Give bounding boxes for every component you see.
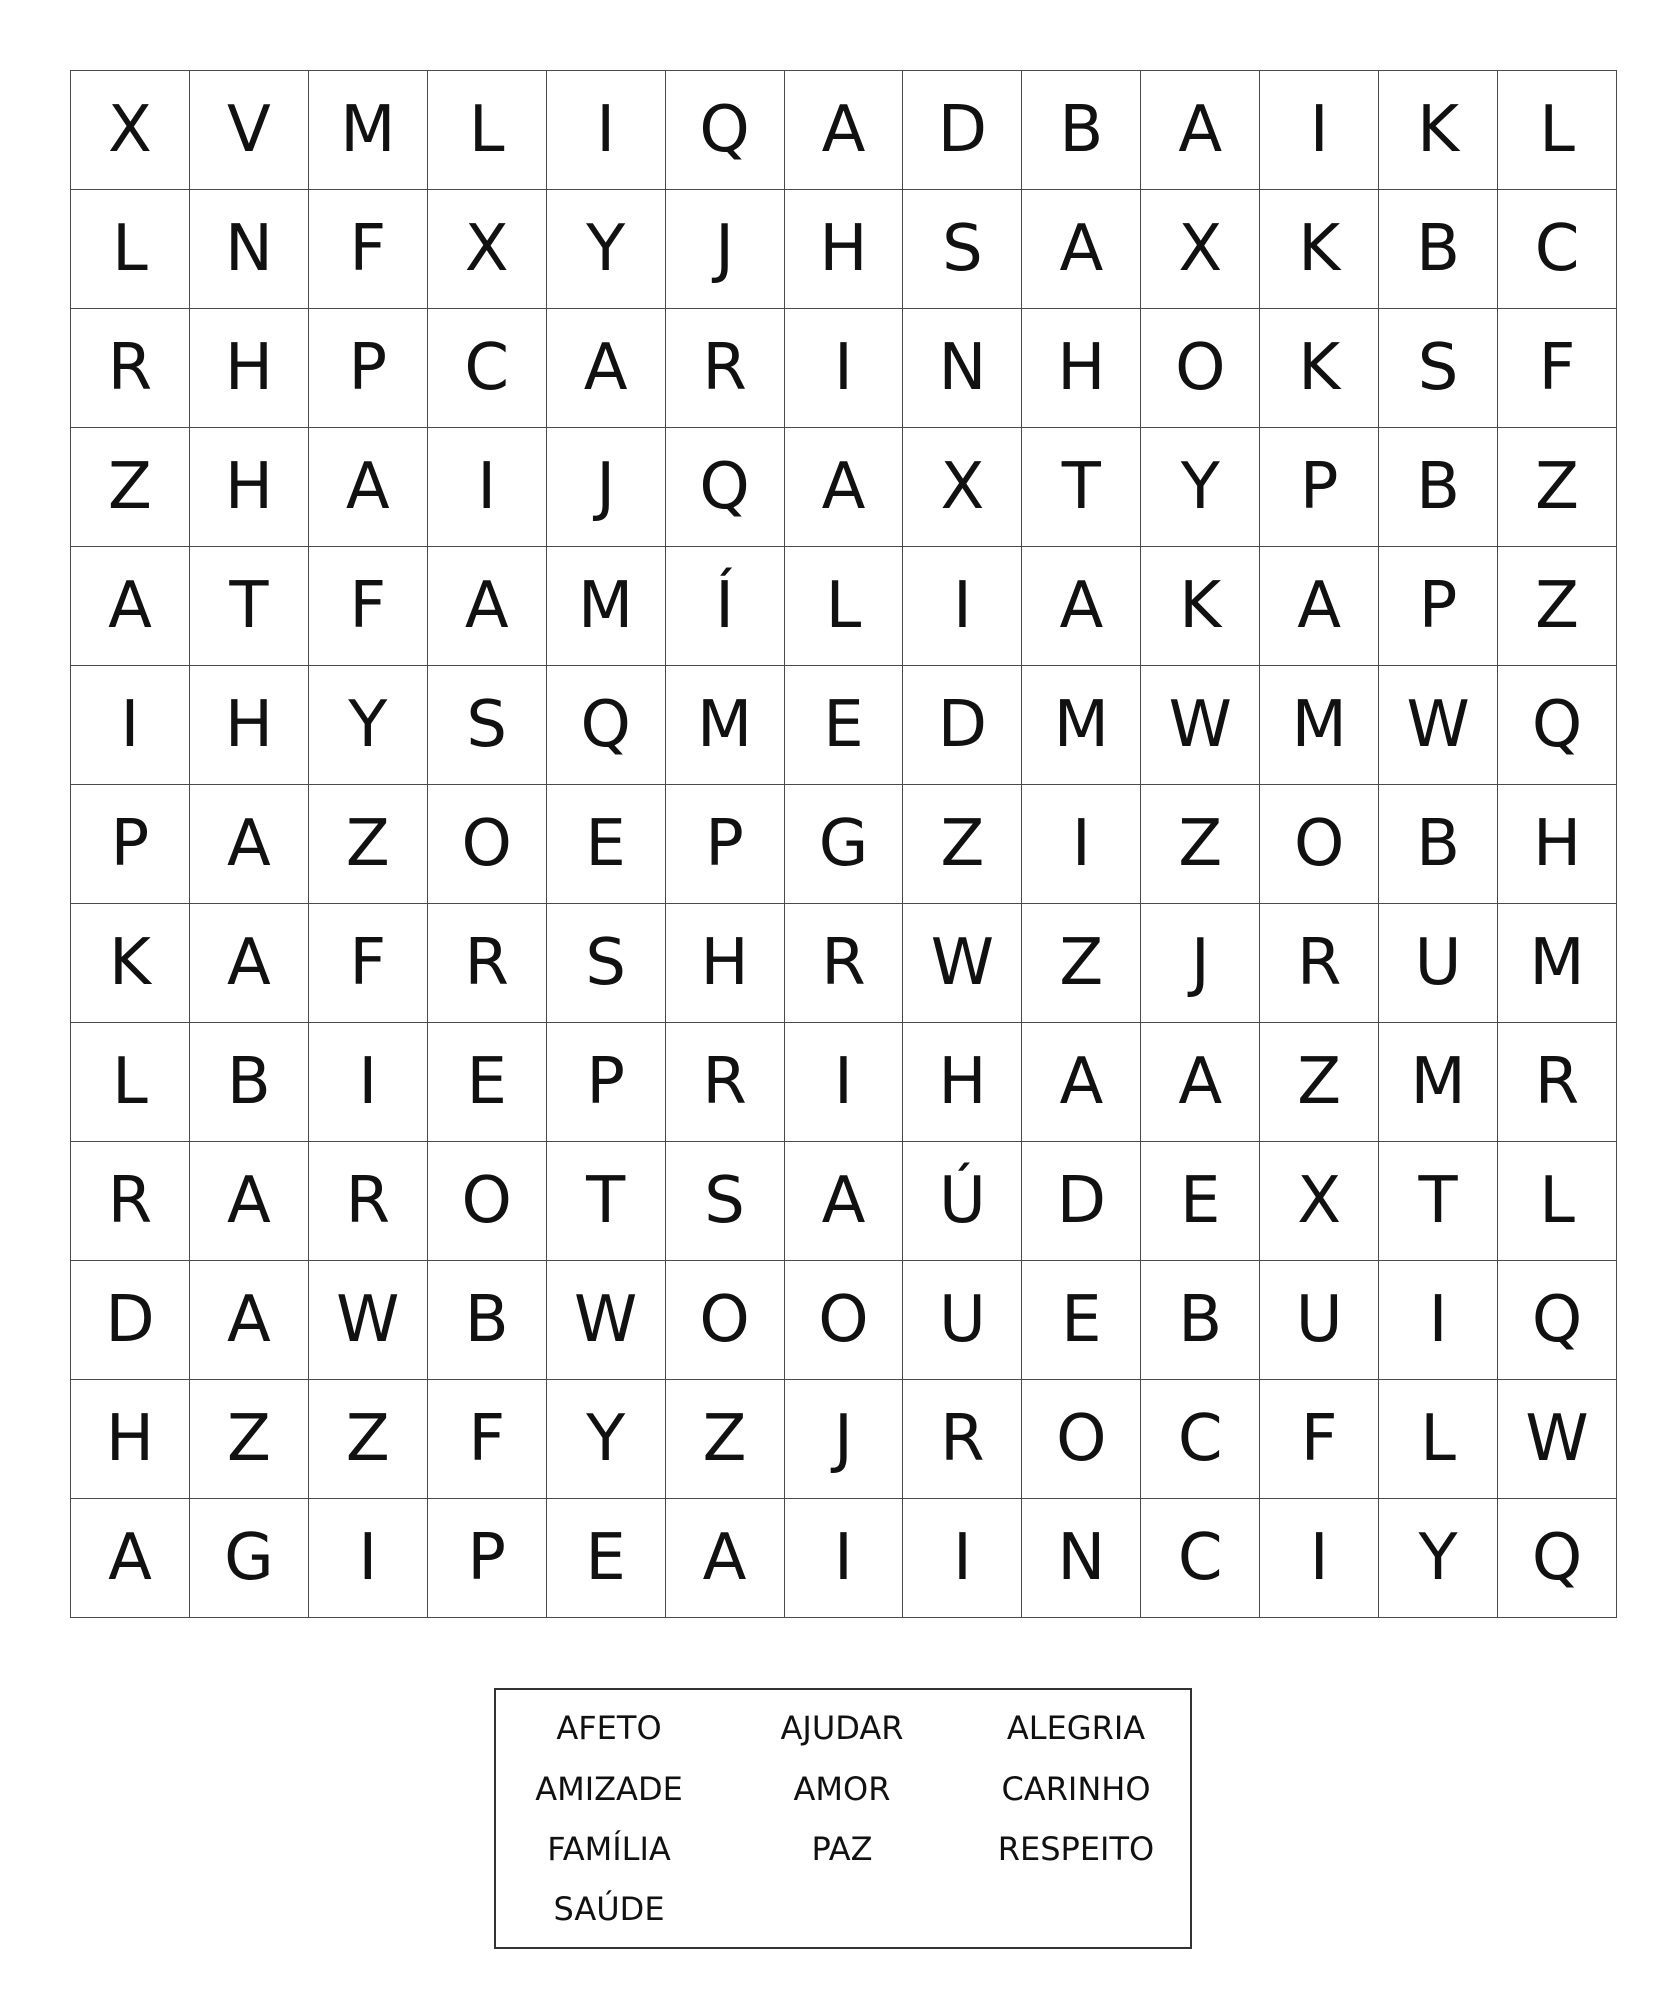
grid-cell[interactable]: F bbox=[309, 904, 428, 1023]
grid-cell[interactable]: R bbox=[71, 309, 190, 428]
grid-cell[interactable]: N bbox=[903, 309, 1022, 428]
grid-cell[interactable]: X bbox=[71, 71, 190, 190]
grid-cell[interactable]: A bbox=[1141, 1023, 1260, 1142]
grid-cell[interactable]: A bbox=[547, 309, 666, 428]
grid-cell[interactable]: C bbox=[1498, 190, 1617, 309]
grid-cell[interactable]: I bbox=[1379, 1261, 1498, 1380]
grid-cell[interactable]: K bbox=[71, 904, 190, 1023]
grid-cell[interactable]: B bbox=[428, 1261, 547, 1380]
grid-cell[interactable]: E bbox=[1022, 1261, 1141, 1380]
grid-cell[interactable]: Z bbox=[903, 785, 1022, 904]
grid-cell[interactable]: Q bbox=[666, 71, 785, 190]
grid-cell[interactable]: X bbox=[1141, 190, 1260, 309]
grid-cell[interactable]: M bbox=[1498, 904, 1617, 1023]
word-list-item: FAMÍLIA bbox=[547, 1830, 671, 1868]
grid-cell[interactable]: Z bbox=[1141, 785, 1260, 904]
grid-cell[interactable]: H bbox=[1022, 309, 1141, 428]
grid-cell[interactable]: N bbox=[1022, 1499, 1141, 1618]
letter-grid bbox=[70, 70, 1617, 1618]
grid-cell[interactable]: V bbox=[190, 71, 309, 190]
grid-cell[interactable]: A bbox=[190, 1261, 309, 1380]
grid-cell[interactable]: Q bbox=[1498, 666, 1617, 785]
word-list-item: ALEGRIA bbox=[1006, 1709, 1146, 1747]
grid-cell[interactable]: Z bbox=[71, 428, 190, 547]
grid-cell[interactable]: A bbox=[666, 1499, 785, 1618]
grid-cell[interactable]: W bbox=[1141, 666, 1260, 785]
grid-cell[interactable]: R bbox=[666, 1023, 785, 1142]
grid-cell[interactable]: E bbox=[547, 1499, 666, 1618]
grid-cell[interactable]: G bbox=[190, 1499, 309, 1618]
grid-cell[interactable]: A bbox=[1022, 1023, 1141, 1142]
grid-cell[interactable]: Y bbox=[547, 1380, 666, 1499]
grid-cell[interactable]: S bbox=[666, 1142, 785, 1261]
grid-cell[interactable]: A bbox=[785, 71, 904, 190]
grid-cell[interactable]: Y bbox=[547, 190, 666, 309]
grid-cell[interactable]: H bbox=[190, 428, 309, 547]
grid-cell[interactable]: D bbox=[903, 666, 1022, 785]
grid-cell[interactable]: I bbox=[785, 309, 904, 428]
grid-cell[interactable]: Q bbox=[547, 666, 666, 785]
grid-cell[interactable]: I bbox=[785, 1499, 904, 1618]
grid-cell[interactable]: B bbox=[1379, 785, 1498, 904]
grid-cell[interactable]: F bbox=[1498, 309, 1617, 428]
grid-cell[interactable]: I bbox=[428, 428, 547, 547]
grid-cell[interactable]: T bbox=[190, 547, 309, 666]
grid-cell[interactable]: M bbox=[1260, 666, 1379, 785]
word-list-item: CARINHO bbox=[1001, 1770, 1151, 1808]
grid-cell[interactable]: X bbox=[428, 190, 547, 309]
grid-cell[interactable]: I bbox=[309, 1499, 428, 1618]
grid-cell[interactable]: D bbox=[1022, 1142, 1141, 1261]
grid-cell[interactable]: Y bbox=[1379, 1499, 1498, 1618]
grid-cell[interactable]: Z bbox=[1022, 904, 1141, 1023]
grid-cell[interactable]: Q bbox=[666, 428, 785, 547]
grid-cell[interactable]: I bbox=[547, 71, 666, 190]
grid-cell[interactable]: W bbox=[903, 904, 1022, 1023]
grid-cell[interactable]: F bbox=[428, 1380, 547, 1499]
grid-cell[interactable]: I bbox=[785, 1023, 904, 1142]
grid-cell[interactable]: B bbox=[1379, 428, 1498, 547]
grid-cell[interactable]: K bbox=[1260, 190, 1379, 309]
grid-cell[interactable]: L bbox=[1498, 71, 1617, 190]
grid-cell[interactable]: U bbox=[1379, 904, 1498, 1023]
grid-cell[interactable]: B bbox=[1379, 190, 1498, 309]
grid-cell[interactable]: A bbox=[190, 785, 309, 904]
grid-cell[interactable]: M bbox=[309, 71, 428, 190]
grid-cell[interactable]: T bbox=[1022, 428, 1141, 547]
grid-cell[interactable]: B bbox=[1141, 1261, 1260, 1380]
grid-cell[interactable]: Í bbox=[666, 547, 785, 666]
grid-cell[interactable]: B bbox=[190, 1023, 309, 1142]
grid-cell[interactable]: H bbox=[71, 1380, 190, 1499]
grid-cell[interactable]: R bbox=[903, 1380, 1022, 1499]
grid-cell[interactable]: Z bbox=[1498, 428, 1617, 547]
grid-cell[interactable]: Ú bbox=[903, 1142, 1022, 1261]
grid-cell[interactable]: O bbox=[428, 785, 547, 904]
grid-cell[interactable]: L bbox=[785, 547, 904, 666]
grid-cell[interactable]: K bbox=[1260, 309, 1379, 428]
grid-cell[interactable]: I bbox=[71, 666, 190, 785]
grid-cell[interactable]: A bbox=[309, 428, 428, 547]
grid-cell[interactable]: M bbox=[1022, 666, 1141, 785]
word-list-item: AJUDAR bbox=[780, 1709, 904, 1747]
grid-cell[interactable]: N bbox=[190, 190, 309, 309]
grid-cell[interactable]: Q bbox=[1498, 1499, 1617, 1618]
grid-cell[interactable]: Z bbox=[1260, 1023, 1379, 1142]
grid-cell[interactable]: P bbox=[1379, 547, 1498, 666]
grid-cell[interactable]: G bbox=[785, 785, 904, 904]
grid-cell[interactable]: A bbox=[71, 547, 190, 666]
grid-cell[interactable]: A bbox=[1022, 547, 1141, 666]
grid-cell[interactable]: Z bbox=[1498, 547, 1617, 666]
grid-cell[interactable]: I bbox=[1260, 1499, 1379, 1618]
grid-cell[interactable]: R bbox=[428, 904, 547, 1023]
grid-cell[interactable]: B bbox=[1022, 71, 1141, 190]
grid-cell[interactable]: O bbox=[785, 1261, 904, 1380]
grid-cell[interactable]: A bbox=[428, 547, 547, 666]
word-list-item: AFETO bbox=[556, 1709, 662, 1747]
grid-cell[interactable]: W bbox=[309, 1261, 428, 1380]
grid-cell[interactable]: K bbox=[1141, 547, 1260, 666]
grid-cell[interactable]: J bbox=[547, 428, 666, 547]
grid-cell[interactable]: P bbox=[309, 309, 428, 428]
grid-cell[interactable]: W bbox=[1498, 1380, 1617, 1499]
grid-cell[interactable]: O bbox=[428, 1142, 547, 1261]
grid-cell[interactable]: A bbox=[190, 904, 309, 1023]
grid-cell[interactable]: Y bbox=[1141, 428, 1260, 547]
grid-cell[interactable]: A bbox=[785, 428, 904, 547]
grid-cell[interactable]: A bbox=[785, 1142, 904, 1261]
grid-cell[interactable]: P bbox=[428, 1499, 547, 1618]
grid-cell[interactable]: R bbox=[1260, 904, 1379, 1023]
grid-cell[interactable]: X bbox=[1260, 1142, 1379, 1261]
grid-cell[interactable]: L bbox=[71, 190, 190, 309]
grid-cell[interactable]: M bbox=[1379, 1023, 1498, 1142]
grid-cell[interactable]: S bbox=[1379, 309, 1498, 428]
grid-cell[interactable]: F bbox=[309, 190, 428, 309]
grid-cell[interactable]: F bbox=[309, 547, 428, 666]
grid-cell[interactable]: C bbox=[1141, 1380, 1260, 1499]
grid-cell[interactable]: O bbox=[666, 1261, 785, 1380]
grid-cell[interactable]: H bbox=[190, 309, 309, 428]
grid-cell[interactable]: Z bbox=[309, 785, 428, 904]
grid-cell[interactable]: S bbox=[903, 190, 1022, 309]
grid-cell[interactable]: D bbox=[903, 71, 1022, 190]
grid-cell[interactable]: Z bbox=[666, 1380, 785, 1499]
grid-cell[interactable]: L bbox=[71, 1023, 190, 1142]
grid-cell[interactable]: C bbox=[428, 309, 547, 428]
grid-cell[interactable]: R bbox=[71, 1142, 190, 1261]
word-list bbox=[494, 1688, 1192, 1949]
grid-cell[interactable]: P bbox=[666, 785, 785, 904]
grid-cell[interactable]: A bbox=[1260, 547, 1379, 666]
word-list-item: PAZ bbox=[811, 1830, 873, 1868]
grid-cell[interactable]: E bbox=[1141, 1142, 1260, 1261]
word-list-item: AMIZADE bbox=[535, 1770, 683, 1808]
grid-cell[interactable]: H bbox=[1498, 785, 1617, 904]
grid-cell[interactable]: L bbox=[428, 71, 547, 190]
grid-cell[interactable]: A bbox=[1022, 190, 1141, 309]
grid-cell[interactable]: R bbox=[1498, 1023, 1617, 1142]
grid-cell[interactable]: U bbox=[903, 1261, 1022, 1380]
grid-cell[interactable]: P bbox=[71, 785, 190, 904]
grid-cell[interactable]: M bbox=[666, 666, 785, 785]
grid-cell[interactable]: J bbox=[1141, 904, 1260, 1023]
grid-cell[interactable]: L bbox=[1498, 1142, 1617, 1261]
grid-cell[interactable]: Y bbox=[309, 666, 428, 785]
grid-cell[interactable]: A bbox=[190, 1142, 309, 1261]
grid-cell[interactable]: O bbox=[1141, 309, 1260, 428]
grid-cell[interactable]: E bbox=[547, 785, 666, 904]
grid-cell[interactable]: S bbox=[428, 666, 547, 785]
grid-cell[interactable]: S bbox=[547, 904, 666, 1023]
grid-cell[interactable]: A bbox=[71, 1499, 190, 1618]
grid-cell[interactable]: M bbox=[547, 547, 666, 666]
grid-cell[interactable]: F bbox=[1260, 1380, 1379, 1499]
grid-cell[interactable]: Q bbox=[1498, 1261, 1617, 1380]
grid-cell[interactable]: R bbox=[309, 1142, 428, 1261]
grid-cell[interactable]: I bbox=[1260, 71, 1379, 190]
grid-cell[interactable]: P bbox=[1260, 428, 1379, 547]
grid-cell[interactable]: R bbox=[666, 309, 785, 428]
grid-cell[interactable]: I bbox=[1022, 785, 1141, 904]
grid-cell[interactable]: W bbox=[547, 1261, 666, 1380]
grid-cell[interactable]: I bbox=[309, 1023, 428, 1142]
grid-cell[interactable]: Z bbox=[309, 1380, 428, 1499]
grid-cell[interactable]: T bbox=[547, 1142, 666, 1261]
grid-cell[interactable]: T bbox=[1379, 1142, 1498, 1261]
word-list-item: AMOR bbox=[793, 1770, 891, 1808]
grid-cell[interactable]: E bbox=[785, 666, 904, 785]
grid-cell[interactable]: I bbox=[903, 1499, 1022, 1618]
grid-cell[interactable]: I bbox=[903, 547, 1022, 666]
word-list-item: RESPEITO bbox=[997, 1830, 1155, 1868]
grid-cell[interactable]: D bbox=[71, 1261, 190, 1380]
grid-cell[interactable]: H bbox=[190, 666, 309, 785]
grid-cell[interactable]: P bbox=[547, 1023, 666, 1142]
grid-cell[interactable]: H bbox=[666, 904, 785, 1023]
grid-cell[interactable]: W bbox=[1379, 666, 1498, 785]
grid-cell[interactable]: A bbox=[1141, 71, 1260, 190]
grid-cell[interactable]: O bbox=[1022, 1380, 1141, 1499]
grid-cell[interactable]: L bbox=[1379, 1380, 1498, 1499]
grid-cell[interactable]: Z bbox=[190, 1380, 309, 1499]
grid-cell[interactable]: U bbox=[1260, 1261, 1379, 1380]
grid-cell[interactable]: K bbox=[1379, 71, 1498, 190]
grid-cell[interactable]: O bbox=[1260, 785, 1379, 904]
grid-cell[interactable]: J bbox=[785, 1380, 904, 1499]
grid-cell[interactable]: E bbox=[428, 1023, 547, 1142]
grid-cell[interactable]: R bbox=[785, 904, 904, 1023]
grid-cell[interactable]: C bbox=[1141, 1499, 1260, 1618]
grid-cell[interactable]: J bbox=[666, 190, 785, 309]
grid-cell[interactable]: X bbox=[903, 428, 1022, 547]
word-list-item: SAÚDE bbox=[553, 1890, 665, 1928]
grid-cell[interactable]: H bbox=[785, 190, 904, 309]
grid-cell[interactable]: H bbox=[903, 1023, 1022, 1142]
